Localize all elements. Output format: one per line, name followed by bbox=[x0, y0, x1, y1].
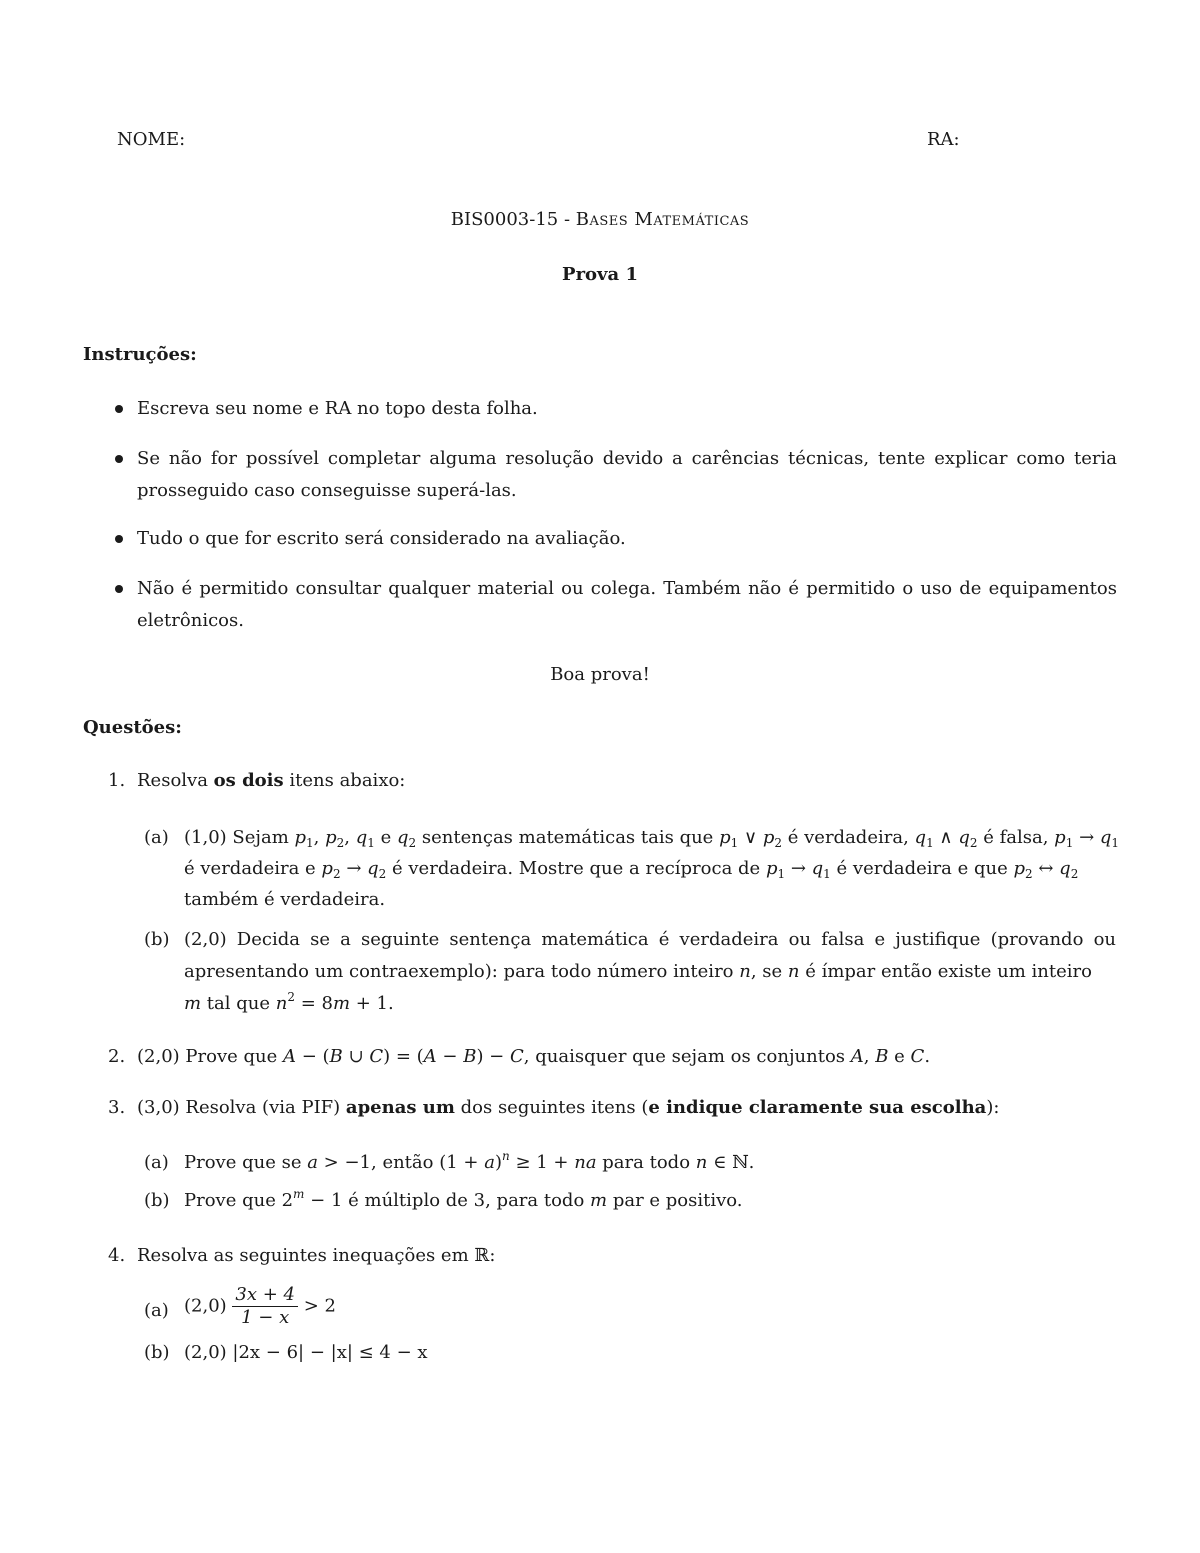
course-code: BIS0003-15 - bbox=[450, 209, 576, 230]
item-label: (a) bbox=[144, 1152, 169, 1173]
question-number: 3. bbox=[108, 1097, 126, 1118]
course-name: Bases Matemáticas bbox=[575, 209, 750, 230]
question-number: 2. bbox=[108, 1046, 126, 1067]
exam-title: Prova 1 bbox=[562, 264, 638, 285]
question-2-text: (2,0) Prove que A − (B ∪ C) = (A − B) − C, quaisquer que sejam os conjuntos A, B e C. bbox=[137, 1046, 931, 1067]
course-title bbox=[0, 208, 1200, 232]
closing-text: Boa prova! bbox=[550, 664, 650, 685]
question-3a-text: Prove que se a > −1, então $(1 + a)^n \ge 1$ + na para todo n ∈ ℕ. bbox=[184, 1149, 755, 1173]
bullet-icon bbox=[115, 535, 123, 543]
bullet-icon bbox=[115, 405, 123, 413]
item-label: (b) bbox=[144, 1342, 170, 1363]
name-field-label: NOME: bbox=[117, 129, 186, 150]
item-label: (a) bbox=[144, 827, 169, 848]
instruction-item-continued: eletrônicos. bbox=[137, 610, 244, 631]
question-1a-line: é verdadeira e $p_2 \to q_2$ é verdadeira. Mostre que a recíproca de $p_1 \to q_1$ é verdadeira e que $p_2$ ↔ $q_2$ bbox=[184, 858, 1079, 881]
question-3b-text: Prove que $2^m - 1$ é múltiplo de 3, para todo m par e positivo. bbox=[184, 1187, 743, 1211]
question-1b-line: m tal que $n^2 = 8m + 1$. bbox=[184, 990, 394, 1014]
question-4a-inequality: (2,0) $\frac{3x + 4}{1 - x}$ > 2 bbox=[184, 1284, 336, 1328]
bullet-icon bbox=[115, 455, 123, 463]
question-1b-line: (2,0) Decida se a seguinte sentença matemática é verdadeira ou falsa e justifique (provando ou bbox=[184, 929, 1116, 950]
item-label: (b) bbox=[144, 1190, 170, 1211]
question-3-text: (3,0) Resolva (via PIF) apenas um dos seguintes itens (e indique claramente sua escolha): bbox=[137, 1097, 1000, 1118]
bullet-icon bbox=[115, 585, 123, 593]
question-1a-line: (1,0) Sejam $p_1$, $p_2$, $q_1$ e $q_2$ sentenças matemáticas tais que $p_1$ ∨ $p_2$ é verdadeira, $q_1$ ∧ $q_2$ é falsa, $p_1 \to q_1$ bbox=[184, 827, 1120, 850]
instructions-heading: Instruções: bbox=[83, 344, 197, 365]
ra-field-label: RA: bbox=[927, 129, 960, 150]
instruction-item: Escreva seu nome e RA no topo desta folha. bbox=[137, 398, 538, 419]
instruction-item-continued: prosseguido caso conseguisse superá-las. bbox=[137, 480, 517, 501]
fraction: $\frac{3x + 4}{1 - x}$ bbox=[232, 1284, 298, 1329]
question-number: 4. bbox=[108, 1245, 126, 1266]
questions-heading: Questões: bbox=[83, 717, 182, 738]
instruction-item: Se não for possível completar alguma resolução devido a carências técnicas, tente explicar como teria bbox=[137, 448, 1117, 469]
question-number: 1. bbox=[108, 770, 126, 791]
instruction-item: Não é permitido consultar qualquer material ou colega. Também não é permitido o uso de equipamentos bbox=[137, 578, 1117, 599]
item-label: (b) bbox=[144, 929, 170, 950]
question-4b-inequality: (2,0) |2x − 6| − |x| ≤ 4 − x bbox=[184, 1342, 428, 1363]
question-4-text: Resolva as seguintes inequações em ℝ: bbox=[137, 1245, 496, 1266]
question-1a-line: também é verdadeira. bbox=[184, 889, 386, 910]
question-1-text: Resolva os dois itens abaixo: bbox=[137, 770, 406, 791]
question-1b-line: apresentando um contraexemplo): para todo número inteiro n, se n é ímpar então existe um inteiro bbox=[184, 961, 1092, 982]
instruction-item: Tudo o que for escrito será considerado na avaliação. bbox=[137, 528, 626, 549]
item-label: (a) bbox=[144, 1300, 169, 1321]
